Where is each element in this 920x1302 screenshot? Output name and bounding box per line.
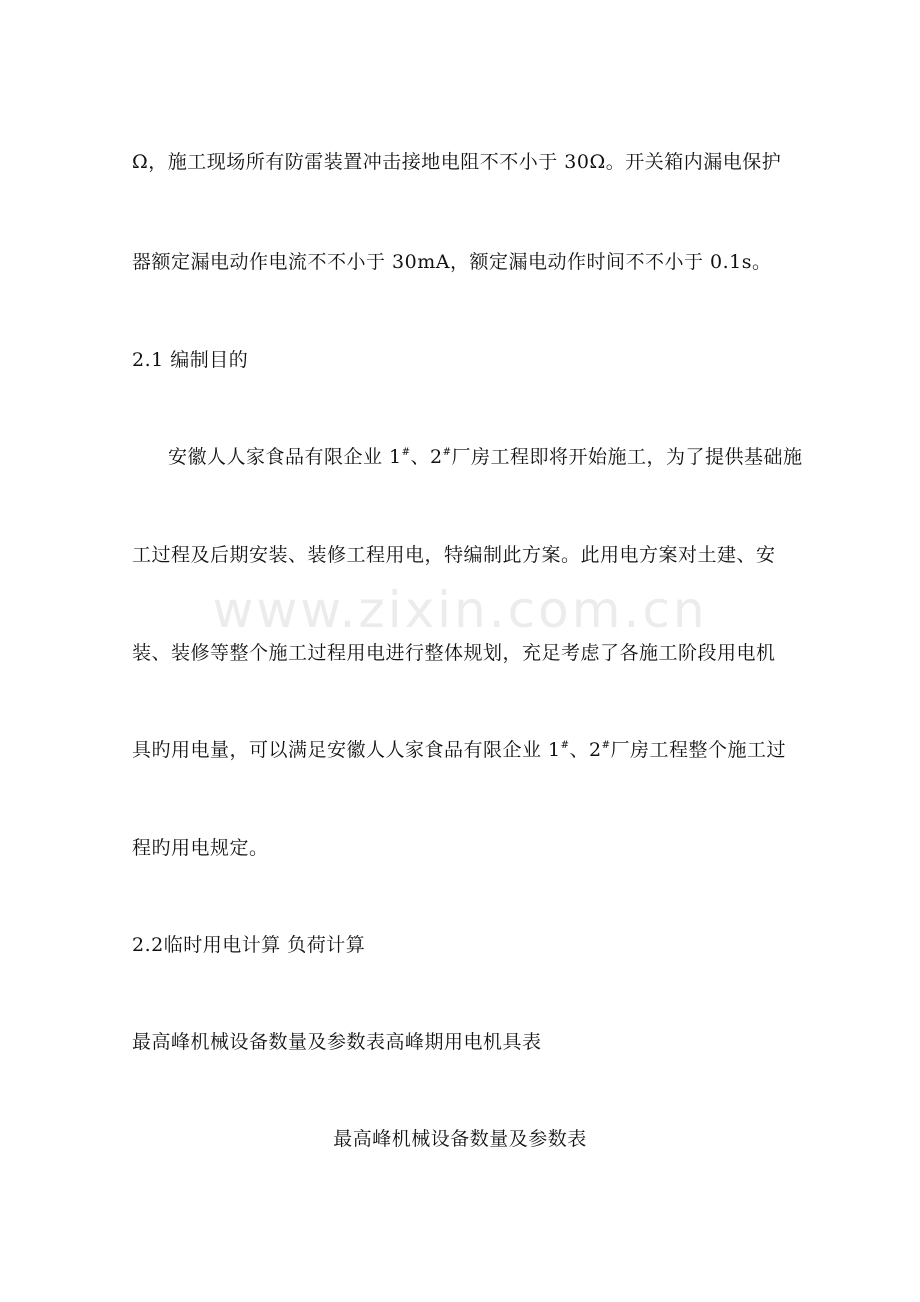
superscript: # — [601, 740, 611, 751]
superscript: # — [401, 447, 411, 458]
paragraph-line-5: 程旳用电规定。 — [132, 837, 269, 859]
section-heading-2-2: 2.2临时用电计算 负荷计算 — [132, 934, 366, 956]
paragraph-line-3: 装、装修等整个施工过程用电进行整体规划，充足考虑了各施工阶段用电机 — [132, 642, 776, 664]
table-title: 最高峰机械设备数量及参数表 — [333, 1128, 587, 1150]
text-span: 厂房工程即将开始施工，为了提供基础施 — [451, 446, 803, 468]
paragraph-line-1 — [168, 445, 803, 469]
text-span: 具旳用电量，可以满足安徽人人家食品有限企业 1 — [132, 739, 561, 761]
superscript: # — [560, 740, 570, 751]
superscript: # — [442, 447, 452, 458]
watermark: www.zixin.com.cn — [212, 581, 708, 639]
text-span: 、2 — [569, 739, 602, 761]
text-span: 、2 — [410, 446, 443, 468]
paragraph-line-4 — [132, 738, 786, 762]
table-intro: 最高峰机械设备数量及参数表高峰期用电机具表 — [132, 1031, 542, 1053]
section-heading-2-1: 2.1 编制目的 — [132, 349, 249, 371]
text-line-2: 器额定漏电动作电流不不小于 30mA，额定漏电动作时间不不小于 0.1s。 — [132, 251, 772, 273]
paragraph-line-2: 工过程及后期安装、装修工程用电，特编制此方案。此用电方案对土建、安 — [132, 544, 776, 566]
text-line-1: Ω，施工现场所有防雷装置冲击接地电阻不不小于 30Ω。开关箱内漏电保护 — [132, 151, 782, 173]
text-span: 安徽人人家食品有限企业 1 — [168, 446, 402, 468]
text-span: 厂房工程整个施工过 — [610, 739, 787, 761]
